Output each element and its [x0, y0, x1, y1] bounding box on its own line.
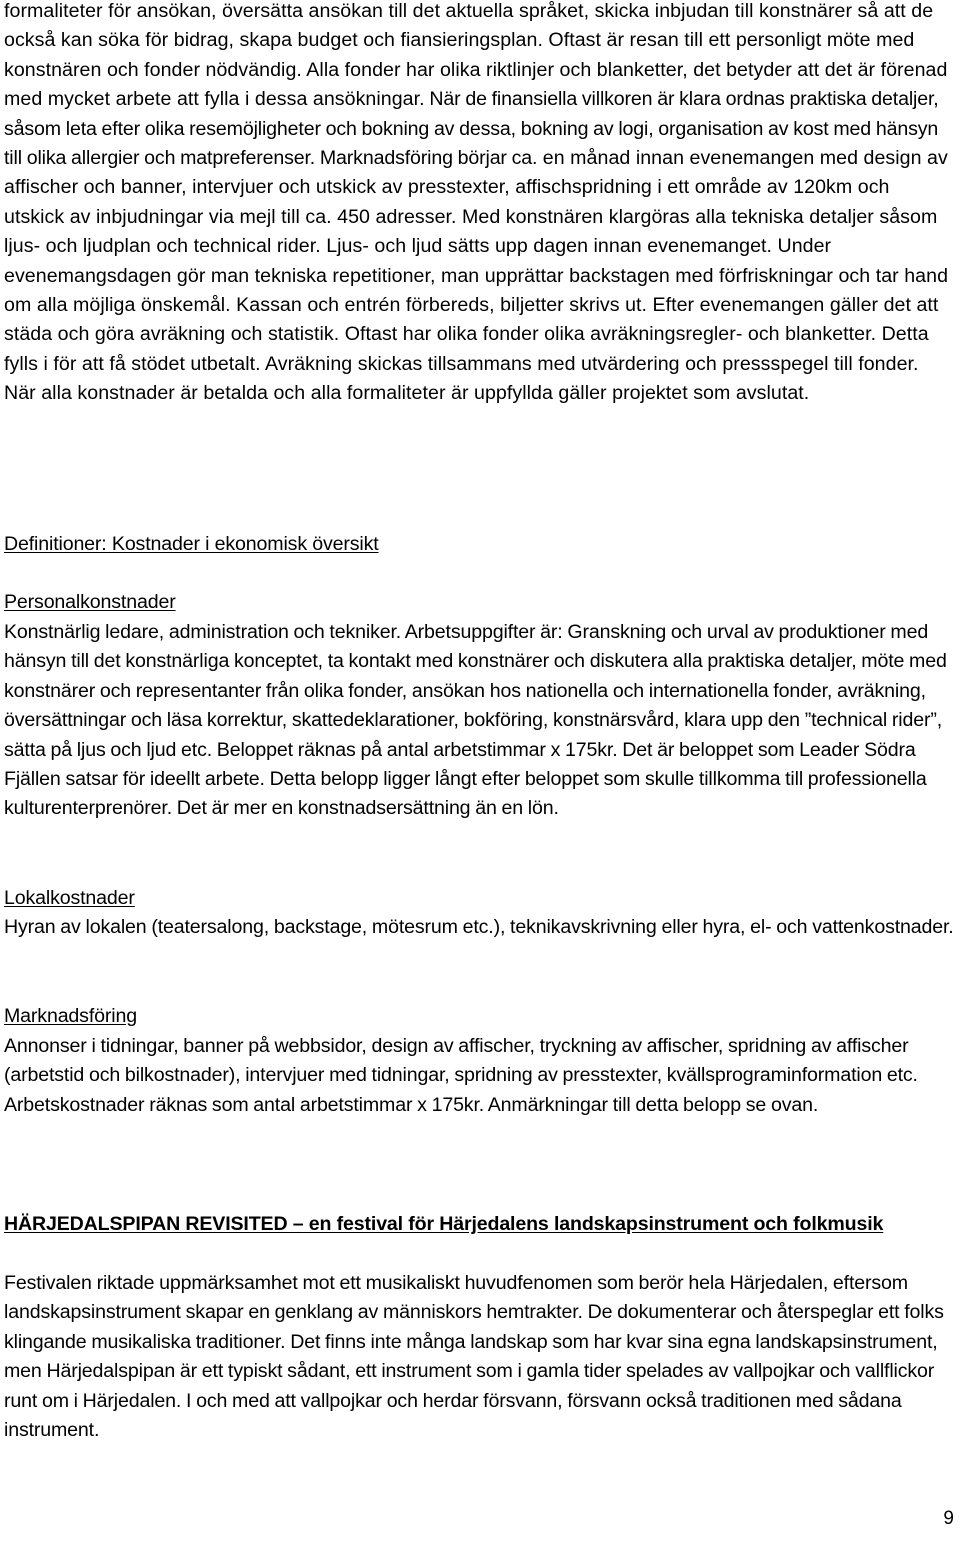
intro-text-part-3: en månad innan evenemangen med design av affischer och banner, intervjuer och utskick av presstexter, affischspridning i ett område av 120km och utskick av inbjudningar via mejl till ca. 450 adresser. Med konstnären klargöras alla tekniska detaljer såsom ljus- och ljudplan och technical rider. Ljus- och ljud sätts upp dagen innan evenemanget. Under evenemangsdagen gör man tekniska repetitioner, man upprättar backstagen med förfriskningar och tar hand om alla möjliga önskemål. Kassan och entrén förbereds, biljetter skrivs ut. Efter evenemangen gäller det att städa och göra avräkning och statistik. Oftast har olika fonder olika avräkningsregler- och blanketter. Detta fylls i för att få stödet utbetalt. Avräkning skickas tillsammans med utvärdering och pressspegel till fonder. När alla konstnader är betalda och alla formaliteter är uppfyllda gäller projektet som avslutat.: [4, 147, 949, 405]
venue-costs-text: Hyran av lokalen (teatersalong, backstage, mötesrum etc.), teknikavskrivning eller hyra, el- och vattenkostnader.: [4, 916, 954, 938]
definitions-title: Definitioner: Kostnader i ekonomisk översikt: [4, 533, 379, 555]
personal-costs-heading: Personalkonstnader: [4, 591, 176, 613]
festival-title: HÄRJEDALSPIPAN REVISITED – en festival för Härjedalens landskapsinstrument och folkmusik: [4, 1213, 884, 1235]
marketing-costs-heading: Marknadsföring: [4, 1005, 137, 1027]
intro-paragraph: [4, 0, 954, 409]
page-number: 9: [943, 1508, 954, 1529]
venue-costs-heading: Lokalkostnader: [4, 887, 135, 909]
personal-costs-text: Konstnärlig ledare, administration och tekniker. Arbetsuppgifter är: Granskning och urval av produktioner med hänsyn till det konstnärliga konceptet, ta kontakt med konstnärer och diskutera alla praktiska detaljer, möte med konstnärer och representanter från olika fonder, ansökan hos nationella och internationella fonder, avräkning, översättningar och läsa korrektur, skattedeklarationer, bokföring, konstnärsvård, klara upp den ”technical rider”, sätta på ljus och ljud etc. Beloppet räknas på antal arbetstimmar x 175kr. Det är beloppet som Leader Södra Fjällen satsar för ideellt arbete. Detta belopp ligger långt efter beloppet som skulle tillkomma till professionella kulturenterprenörer. Det är mer en konstnadsersättning än en lön.: [4, 621, 947, 820]
intro-text-part-2: När de finansiella villkoren är klara ordnas praktiska detaljer, såsom leta efter olika resemöjligheter och bokning av dessa, bokning av logi, organisation av kost med hänsyn till olika allergier och matpreferenser. Marknadsföring börjar ca.: [4, 88, 939, 170]
intro-text-part-1: formaliteter för ansökan, översätta ansökan till det aktuella språket, skicka inbjudan till konstnärer så att de också kan söka för bidrag, skapa budget och fiansieringsplan. Oftast är resan till ett personligt möte med konstnären och fonder nödvändig. Alla fonder har olika riktlinjer och blanketter, det betyder att det är förenad med mycket arbete att fylla i dessa ansökningar.: [4, 0, 948, 111]
marketing-costs-text: Annonser i tidningar, banner på webbsidor, design av affischer, tryckning av affischer, spridning av affischer (arbetstid och bilkostnader), intervjuer med tidningar, spridning av presstexter, kvällsprograminformation etc. Arbetskostnader räknas som antal arbetstimmar x 175kr. Anmärkningar till detta belopp se ovan.: [4, 1035, 918, 1116]
festival-text: Festivalen riktade uppmärksamhet mot ett musikaliskt huvudfenomen som berör hela Härjedalen, eftersom landskapsinstrument skapar en genklang av människors hemtrakter. De dokumenterar och återspeglar ett folks klingande musikaliska traditioner. Det finns inte många landskap som har kvar sina egna landskapsinstrument, men Härjedalspipan är ett typiskt sådant, ett instrument som i gamla tider spelades av vallpojkar och vallflickor runt om i Härjedalen. I och med att vallpojkar och herdar försvann, försvann också traditionen med sådana instrument.: [4, 1272, 944, 1442]
